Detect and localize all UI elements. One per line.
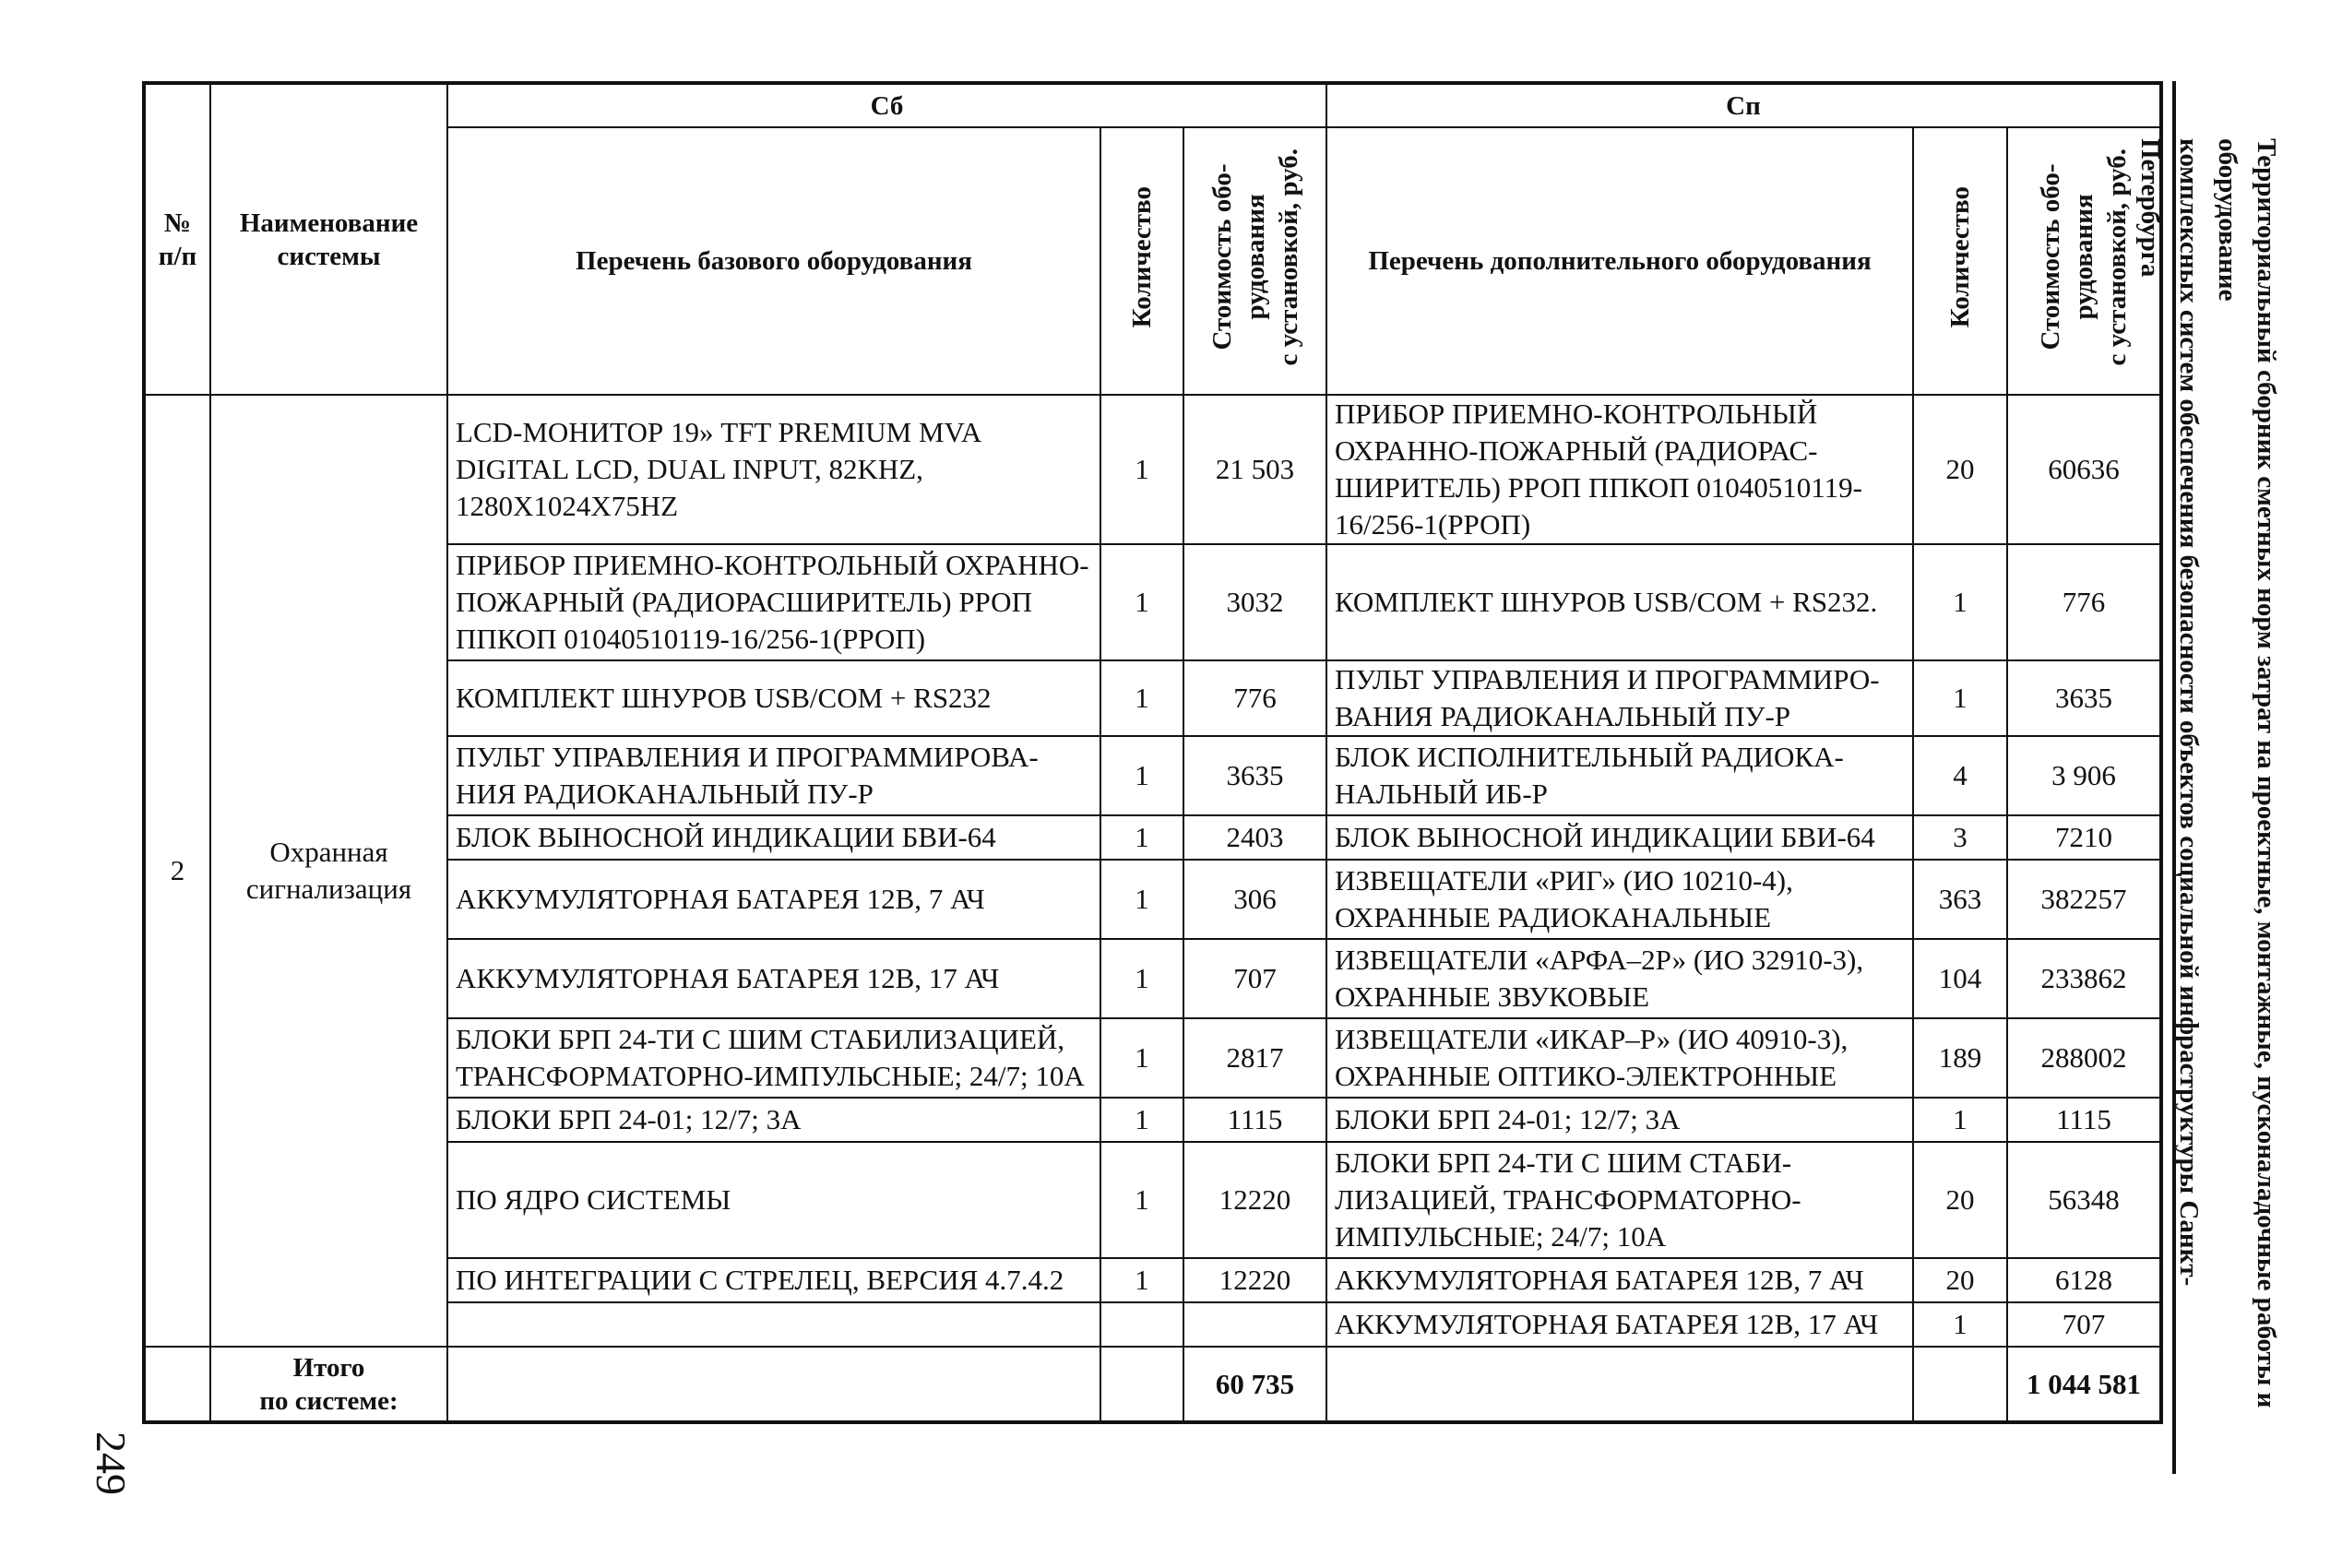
header-sb: Сб (447, 83, 1326, 127)
total-row (144, 1347, 2161, 1422)
base-quantity: 1 (1100, 395, 1183, 544)
table-row (144, 1302, 2161, 1347)
extra-quantity: 3 (1913, 815, 2007, 860)
extra-cost: 7210 (2007, 815, 2161, 860)
base-quantity: 1 (1100, 736, 1183, 815)
extra-quantity: 1 (1913, 660, 2007, 736)
base-quantity: 1 (1100, 660, 1183, 736)
base-quantity: 1 (1100, 1018, 1183, 1098)
extra-quantity: 20 (1913, 395, 2007, 544)
base-quantity: 1 (1100, 860, 1183, 939)
table-row (144, 860, 2161, 939)
total-label: Итого по системе: (210, 1347, 447, 1422)
extra-equipment-name: АККУМУЛЯТОРНАЯ БАТАРЕЯ 12В, 17 АЧ (1326, 1302, 1913, 1347)
equipment-table (142, 81, 2163, 1424)
base-equipment-name: LCD-МОНИТОР 19» TFT PREMIUM MVA DIGITAL LCD, DUAL INPUT, 82KHZ, 1280X1024X75HZ (447, 395, 1100, 544)
extra-cost: 6128 (2007, 1258, 2161, 1302)
base-equipment-name: АККУМУЛЯТОРНАЯ БАТАРЕЯ 12В, 7 АЧ (447, 860, 1100, 939)
extra-quantity: 1 (1913, 544, 2007, 660)
running-title-line-2: комплексных систем обеспечения безопасности объектов социальной инфраструктуры Санкт-Петербурга (2135, 138, 2204, 1287)
extra-cost: 288002 (2007, 1018, 2161, 1098)
extra-equipment-name: ПУЛЬТ УПРАВЛЕНИЯ И ПРОГРАММИРО-ВАНИЯ РАДИОКАНАЛЬНЫЙ ПУ-Р (1326, 660, 1913, 736)
table-row (144, 939, 2161, 1018)
extra-equipment-name: ИЗВЕЩАТЕЛИ «АРФА–2Р» (ИО 32910-3), ОХРАННЫЕ ЗВУКОВЫЕ (1326, 939, 1913, 1018)
system-name: Охранная сигнализация (210, 395, 447, 1347)
total-blank (1326, 1347, 1913, 1422)
extra-cost: 1115 (2007, 1098, 2161, 1142)
header-num: № п/п (144, 83, 210, 395)
base-quantity: 1 (1100, 815, 1183, 860)
base-cost: 2817 (1183, 1018, 1326, 1098)
table-row (144, 1098, 2161, 1142)
total-blank (1100, 1347, 1183, 1422)
extra-cost: 56348 (2007, 1142, 2161, 1258)
extra-quantity: 4 (1913, 736, 2007, 815)
extra-equipment-name: БЛОК ВЫНОСНОЙ ИНДИКАЦИИ БВИ-64 (1326, 815, 1913, 860)
extra-cost: 776 (2007, 544, 2161, 660)
extra-equipment-name: БЛОКИ БРП 24-ТИ С ШИМ СТАБИ-ЛИЗАЦИЕЙ, ТРАНСФОРМАТОРНО-ИМПУЛЬСНЫЕ; 24/7; 10А (1326, 1142, 1913, 1258)
table-row (144, 544, 2161, 660)
base-cost: 2403 (1183, 815, 1326, 860)
base-cost: 1115 (1183, 1098, 1326, 1142)
base-equipment-name (447, 1302, 1100, 1347)
base-cost: 21 503 (1183, 395, 1326, 544)
base-cost: 12220 (1183, 1142, 1326, 1258)
extra-quantity: 104 (1913, 939, 2007, 1018)
base-equipment-name: ПО ЯДРО СИСТЕМЫ (447, 1142, 1100, 1258)
total-base-cost: 60 735 (1183, 1347, 1326, 1422)
header-system: Наименование системы (210, 83, 447, 395)
base-quantity: 1 (1100, 544, 1183, 660)
base-cost (1183, 1302, 1326, 1347)
base-equipment-name: БЛОКИ БРП 24-ТИ С ШИМ СТАБИЛИЗАЦИЕЙ, ТРАНСФОРМАТОРНО-ИМПУЛЬСНЫЕ; 24/7; 10А (447, 1018, 1100, 1098)
extra-equipment-name: БЛОКИ БРП 24-01; 12/7; 3А (1326, 1098, 1913, 1142)
extra-equipment-name: БЛОК ИСПОЛНИТЕЛЬНЫЙ РАДИОКА-НАЛЬНЫЙ ИБ-Р (1326, 736, 1913, 815)
base-equipment-name: БЛОКИ БРП 24-01; 12/7; 3А (447, 1098, 1100, 1142)
header-extra-cost: Стоимость обо- рудования с установкой, руб. (2007, 127, 2161, 395)
extra-quantity: 363 (1913, 860, 2007, 939)
extra-quantity: 189 (1913, 1018, 2007, 1098)
extra-cost: 60636 (2007, 395, 2161, 544)
base-cost: 707 (1183, 939, 1326, 1018)
header-base-list: Перечень базового оборудования (447, 127, 1100, 395)
base-quantity: 1 (1100, 939, 1183, 1018)
table-row (144, 395, 2161, 544)
table-row (144, 1258, 2161, 1302)
running-title-line-1: Территориальный сборник сметных норм затрат на проектные, монтажные, пусконаладочные работы и оборудование (2213, 138, 2281, 1408)
table-row (144, 736, 2161, 815)
row-number: 2 (144, 395, 210, 1347)
base-equipment-name: БЛОК ВЫНОСНОЙ ИНДИКАЦИИ БВИ-64 (447, 815, 1100, 860)
base-quantity (1100, 1302, 1183, 1347)
table-row (144, 1018, 2161, 1098)
base-cost: 3032 (1183, 544, 1326, 660)
extra-cost: 233862 (2007, 939, 2161, 1018)
total-blank (447, 1347, 1100, 1422)
base-equipment-name: КОМПЛЕКТ ШНУРОВ USB/COM + RS232 (447, 660, 1100, 736)
extra-equipment-name: КОМПЛЕКТ ШНУРОВ USB/COM + RS232. (1326, 544, 1913, 660)
base-equipment-name: ПО ИНТЕГРАЦИИ С СТРЕЛЕЦ, ВЕРСИЯ 4.7.4.2 (447, 1258, 1100, 1302)
running-title (2135, 138, 2286, 1411)
table-row (144, 1142, 2161, 1258)
base-cost: 306 (1183, 860, 1326, 939)
extra-cost: 382257 (2007, 860, 2161, 939)
extra-equipment-name: ИЗВЕЩАТЕЛИ «РИГ» (ИО 10210-4), ОХРАННЫЕ РАДИОКАНАЛЬНЫЕ (1326, 860, 1913, 939)
total-blank (1913, 1347, 2007, 1422)
total-extra-cost: 1 044 581 (2007, 1347, 2161, 1422)
header-extra-qty: Количество (1913, 127, 2007, 395)
base-quantity: 1 (1100, 1098, 1183, 1142)
base-cost: 776 (1183, 660, 1326, 736)
base-equipment-name: АККУМУЛЯТОРНАЯ БАТАРЕЯ 12В, 17 АЧ (447, 939, 1100, 1018)
extra-equipment-name: АККУМУЛЯТОРНАЯ БАТАРЕЯ 12В, 7 АЧ (1326, 1258, 1913, 1302)
extra-cost: 707 (2007, 1302, 2161, 1347)
base-equipment-name: ПУЛЬТ УПРАВЛЕНИЯ И ПРОГРАММИРОВА-НИЯ РАДИОКАНАЛЬНЫЙ ПУ-Р (447, 736, 1100, 815)
header-base-cost: Стоимость обо- рудования с установкой, руб. (1183, 127, 1326, 395)
extra-quantity: 20 (1913, 1258, 2007, 1302)
header-base-qty: Количество (1100, 127, 1183, 395)
base-quantity: 1 (1100, 1258, 1183, 1302)
total-blank (144, 1347, 210, 1422)
extra-cost: 3 906 (2007, 736, 2161, 815)
header-sp: Сп (1326, 83, 2161, 127)
base-equipment-name: ПРИБОР ПРИЕМНО-КОНТРОЛЬНЫЙ ОХРАННО-ПОЖАРНЫЙ (РАДИОРАСШИРИТЕЛЬ) РРОП ППКОП 01040510119-16/256-1(РРОП) (447, 544, 1100, 660)
extra-equipment-name: ИЗВЕЩАТЕЛИ «ИКАР–Р» (ИО 40910-3), ОХРАННЫЕ ОПТИКО-ЭЛЕКТРОННЫЕ (1326, 1018, 1913, 1098)
table-row (144, 660, 2161, 736)
base-quantity: 1 (1100, 1142, 1183, 1258)
extra-cost: 3635 (2007, 660, 2161, 736)
extra-quantity: 1 (1913, 1098, 2007, 1142)
extra-quantity: 1 (1913, 1302, 2007, 1347)
extra-equipment-name: ПРИБОР ПРИЕМНО-КОНТРОЛЬНЫЙ ОХРАННО-ПОЖАРНЫЙ (РАДИОРАС-ШИРИТЕЛЬ) РРОП ППКОП 01040510119-16/256-1(РРОП) (1326, 395, 1913, 544)
table-row (144, 815, 2161, 860)
base-cost: 3635 (1183, 736, 1326, 815)
extra-quantity: 20 (1913, 1142, 2007, 1258)
page-number: 249 (88, 1431, 135, 1495)
base-cost: 12220 (1183, 1258, 1326, 1302)
header-extra-list: Перечень дополнительного оборудования (1326, 127, 1913, 395)
